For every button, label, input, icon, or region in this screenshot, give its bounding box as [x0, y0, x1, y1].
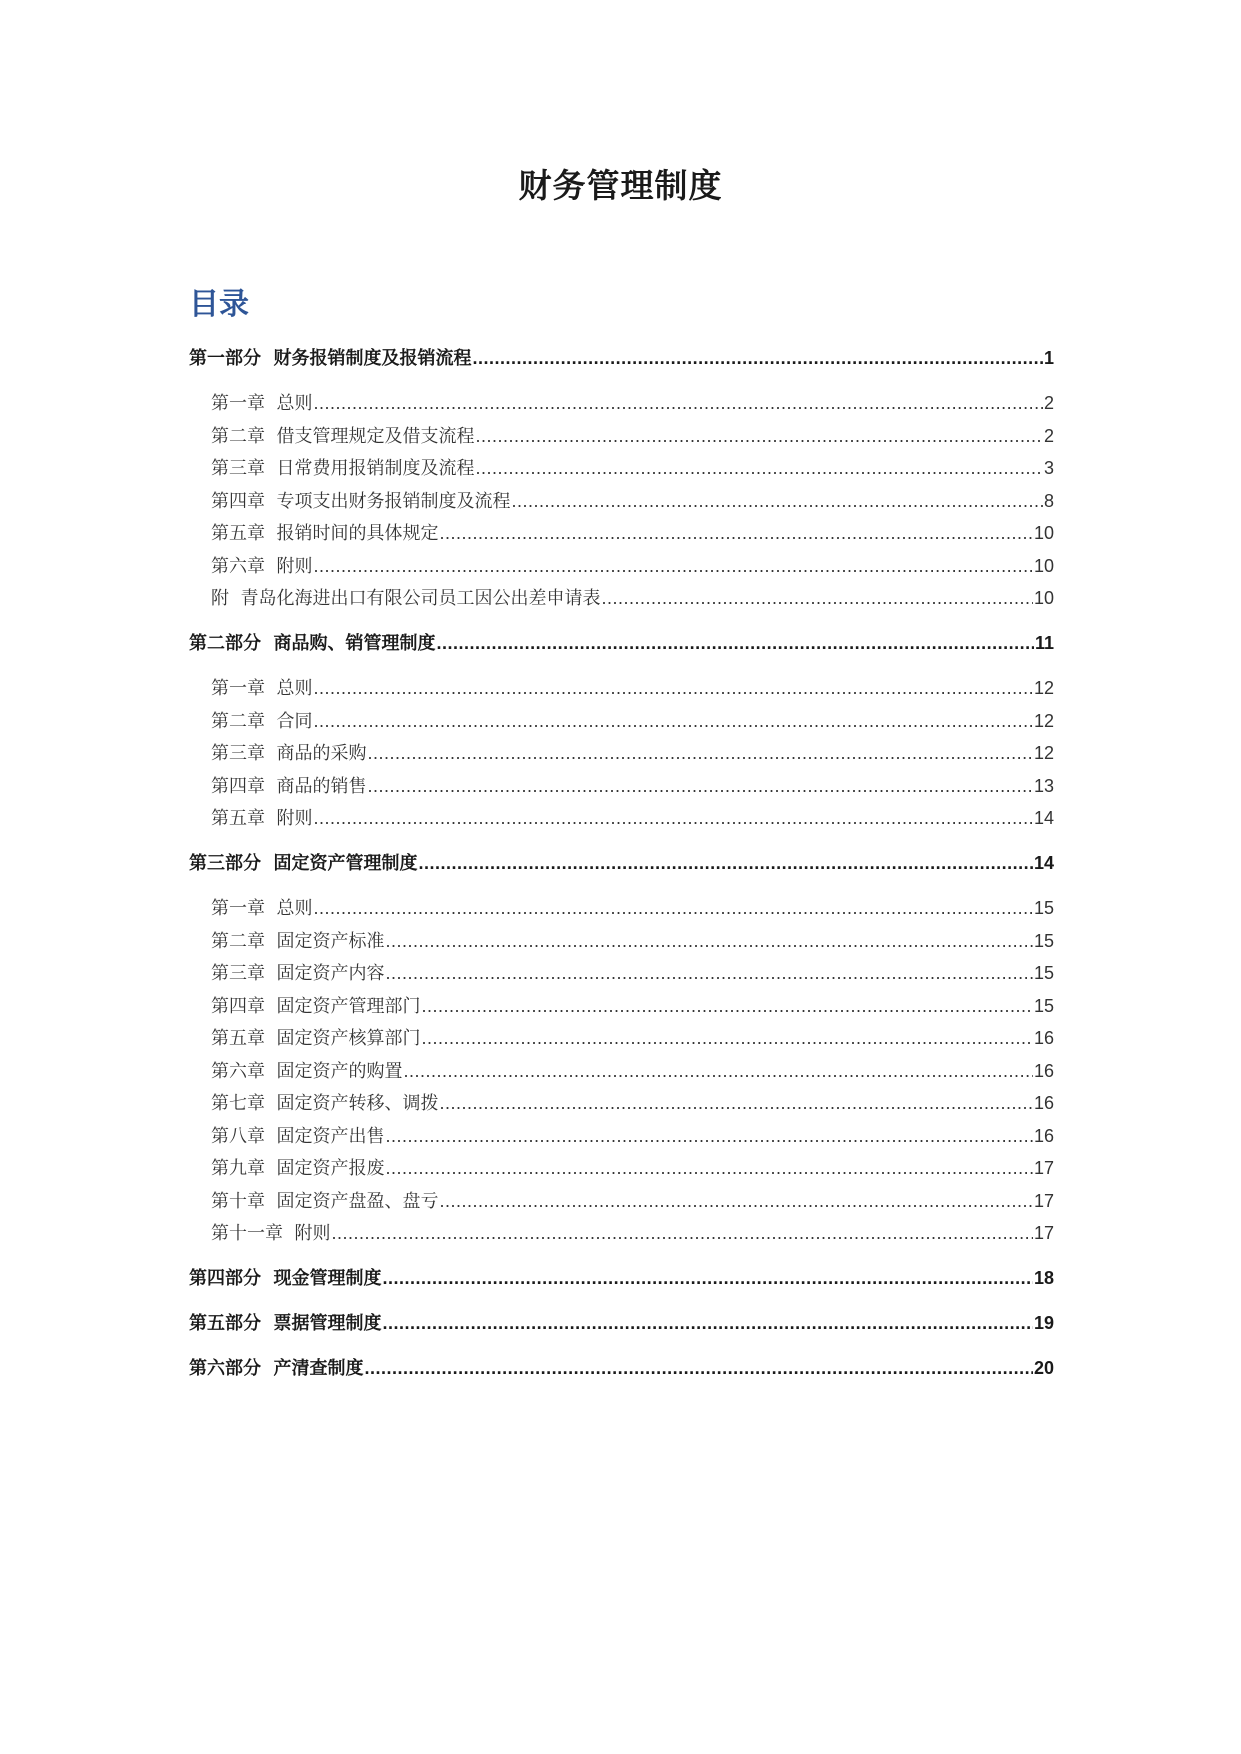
toc-page-number: 15 [1033, 995, 1054, 1016]
toc-entry-label: 第一章 总则 [211, 393, 313, 414]
toc-page-number: 12 [1033, 678, 1054, 698]
toc-dot-leader [313, 708, 1033, 734]
toc-part-entry[interactable] [189, 630, 1054, 656]
toc-entry-label: 第五章 报销时间的具体规定 [211, 523, 439, 544]
toc-page-number: 15 [1033, 963, 1054, 983]
toc-dot-leader [601, 585, 1033, 611]
toc-dot-leader [383, 1310, 1033, 1336]
toc-entry-label: 第一部分 财务报销制度及报销流程 [189, 348, 472, 369]
toc-chapter-entry[interactable] [189, 1090, 1054, 1116]
toc-chapter-entry[interactable] [189, 488, 1054, 514]
toc-dot-leader [475, 455, 1043, 481]
toc-entry-label: 第六部分 产清查制度 [189, 1358, 364, 1379]
toc-dot-leader [439, 1090, 1033, 1116]
toc-page-number: 19 [1033, 1313, 1054, 1333]
toc-page-number: 16 [1033, 1125, 1054, 1146]
toc-dot-leader [385, 960, 1033, 986]
toc-entry-label: 第十一章 附则 [211, 1223, 331, 1244]
toc-chapter-entry[interactable] [189, 520, 1054, 546]
toc-page-number: 14 [1033, 808, 1054, 828]
toc-page-number: 12 [1033, 743, 1054, 763]
toc-dot-leader [511, 488, 1043, 514]
toc-chapter-entry[interactable] [189, 740, 1054, 766]
toc-page-number: 17 [1033, 1158, 1054, 1178]
toc-heading: 目录 [189, 287, 249, 322]
toc-chapter-entry[interactable] [189, 1220, 1054, 1246]
toc-page-number: 1 [1043, 348, 1054, 368]
toc-page-number: 2 [1043, 393, 1054, 413]
toc-chapter-entry[interactable] [189, 960, 1054, 986]
toc-dot-leader [439, 1188, 1033, 1214]
toc-chapter-entry[interactable] [189, 993, 1054, 1019]
toc-dot-leader [403, 1058, 1033, 1084]
toc-entry-label: 第六章 固定资产的购置 [211, 1060, 403, 1082]
toc-page-number: 8 [1043, 490, 1054, 511]
toc-entry-label: 第二章 合同 [211, 710, 313, 732]
toc-dot-leader [385, 928, 1033, 954]
toc-part-entry[interactable] [189, 345, 1054, 371]
toc-dot-leader [313, 553, 1033, 579]
toc-page-number: 10 [1033, 588, 1054, 608]
toc-chapter-entry[interactable] [189, 455, 1054, 481]
toc-chapter-entry[interactable] [189, 1025, 1054, 1051]
toc-entry-label: 第九章 固定资产报废 [211, 1158, 385, 1179]
toc-page-number: 12 [1033, 710, 1054, 731]
toc-entry-label: 第八章 固定资产出售 [211, 1125, 385, 1147]
toc-chapter-entry[interactable] [189, 708, 1054, 734]
toc-page-number: 10 [1033, 555, 1054, 576]
toc-entry-label: 第三章 商品的采购 [211, 743, 367, 764]
toc-page-number: 20 [1033, 1358, 1054, 1378]
toc-entry-label: 第二章 借支管理规定及借支流程 [211, 425, 475, 447]
toc-page-number: 16 [1033, 1093, 1054, 1113]
toc-entry-label: 第三章 固定资产内容 [211, 963, 385, 984]
toc-chapter-entry[interactable] [189, 928, 1054, 954]
toc-dot-leader [313, 390, 1043, 416]
toc-dot-leader [313, 675, 1033, 701]
toc-part-entry[interactable] [189, 1355, 1054, 1381]
toc-page-number: 17 [1033, 1223, 1054, 1243]
toc-chapter-entry[interactable] [189, 585, 1054, 611]
toc-entry-label: 第五部分 票据管理制度 [189, 1313, 382, 1334]
toc-chapter-entry[interactable] [189, 423, 1054, 449]
toc-chapter-entry[interactable] [189, 1058, 1054, 1084]
toc-entry-label: 第七章 固定资产转移、调拨 [211, 1093, 439, 1114]
toc-entry-label: 第四章 固定资产管理部门 [211, 995, 421, 1017]
toc-dot-leader [313, 895, 1033, 921]
toc-chapter-entry[interactable] [189, 1155, 1054, 1181]
toc-dot-leader [367, 740, 1033, 766]
toc-dot-leader [419, 850, 1033, 876]
toc-part-entry[interactable] [189, 1265, 1054, 1291]
toc-page-number: 10 [1033, 523, 1054, 543]
toc-entry-label: 第三章 日常费用报销制度及流程 [211, 458, 475, 479]
toc-chapter-entry[interactable] [189, 390, 1054, 416]
toc-chapter-entry[interactable] [189, 553, 1054, 579]
toc-chapter-entry[interactable] [189, 773, 1054, 799]
toc-part-entry[interactable] [189, 850, 1054, 876]
toc-dot-leader [331, 1220, 1033, 1246]
toc-dot-leader [473, 345, 1043, 371]
toc-dot-leader [421, 993, 1033, 1019]
toc-entry-label: 附 青岛化海进出口有限公司员工因公出差申请表 [211, 588, 601, 609]
toc-entry-label: 第五章 附则 [211, 808, 313, 829]
toc-page-number: 17 [1033, 1190, 1054, 1211]
toc-dot-leader [437, 630, 1034, 656]
toc-dot-leader [385, 1155, 1033, 1181]
toc-chapter-entry[interactable] [189, 895, 1054, 921]
toc-page-number: 2 [1043, 425, 1054, 446]
toc-dot-leader [439, 520, 1033, 546]
toc-page-number: 16 [1033, 1060, 1054, 1081]
toc-entry-label: 第十章 固定资产盘盈、盘亏 [211, 1190, 439, 1212]
toc-dot-leader [475, 423, 1043, 449]
toc-chapter-entry[interactable] [189, 675, 1054, 701]
toc-entry-label: 第四章 专项支出财务报销制度及流程 [211, 490, 511, 512]
toc-page-number: 15 [1033, 898, 1054, 918]
toc-chapter-entry[interactable] [189, 1188, 1054, 1214]
toc-page-number: 15 [1033, 930, 1054, 951]
toc-entry-label: 第一章 总则 [211, 678, 313, 699]
toc-page-number: 14 [1033, 853, 1054, 873]
toc-entry-label: 第三部分 固定资产管理制度 [189, 853, 418, 874]
toc-dot-leader [421, 1025, 1033, 1051]
toc-dot-leader [367, 773, 1033, 799]
toc-entry-label: 第四章 商品的销售 [211, 775, 367, 797]
toc-page-number: 11 [1034, 633, 1054, 653]
toc-entry-label: 第二部分 商品购、销管理制度 [189, 633, 436, 654]
toc-page-number: 13 [1033, 775, 1054, 796]
toc-entry-label: 第四部分 现金管理制度 [189, 1268, 382, 1289]
toc-chapter-entry[interactable] [189, 1123, 1054, 1149]
toc-dot-leader [365, 1355, 1033, 1381]
toc-entry-label: 第一章 总则 [211, 898, 313, 919]
toc-dot-leader [383, 1265, 1033, 1291]
toc-dot-leader [385, 1123, 1033, 1149]
toc-page-number: 18 [1033, 1268, 1054, 1288]
toc-chapter-entry[interactable] [189, 805, 1054, 831]
toc-entry-label: 第五章 固定资产核算部门 [211, 1028, 421, 1049]
toc-part-entry[interactable] [189, 1310, 1054, 1336]
toc-page-number: 16 [1033, 1028, 1054, 1048]
toc-dot-leader [313, 805, 1033, 831]
toc-entry-label: 第六章 附则 [211, 555, 313, 577]
document-title: 财务管理制度 [518, 166, 723, 205]
toc-page-number: 3 [1043, 458, 1054, 478]
toc-entry-label: 第二章 固定资产标准 [211, 930, 385, 952]
